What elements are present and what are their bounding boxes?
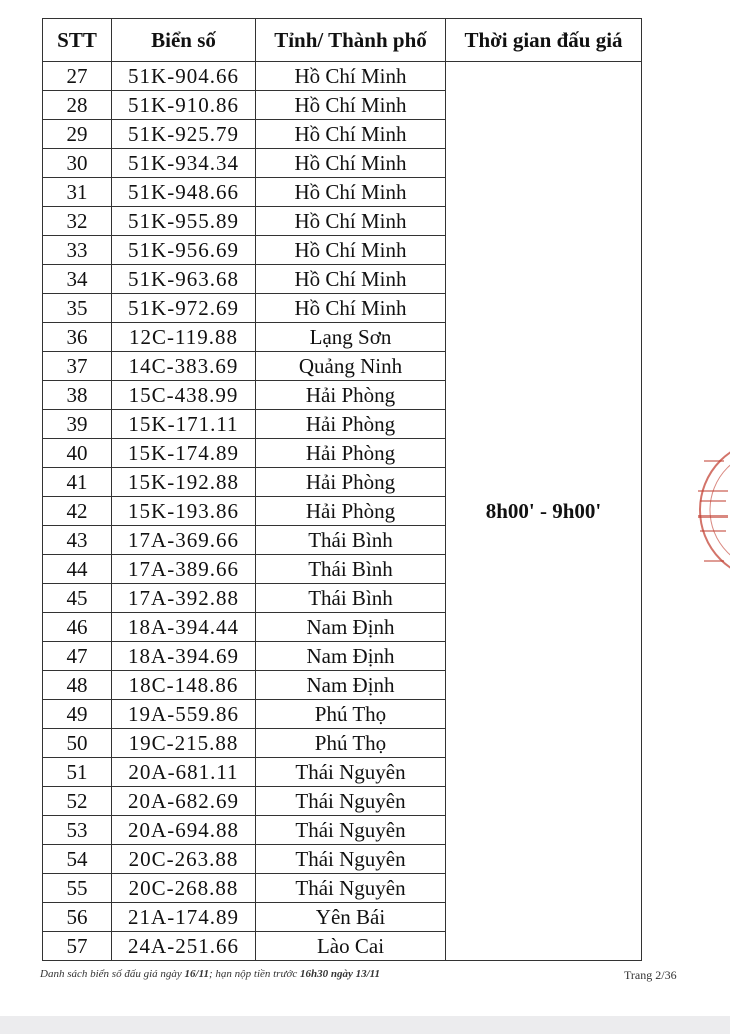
row-plate-number: 20A-682.69 — [112, 787, 256, 816]
row-stt: 43 — [43, 526, 112, 555]
row-plate-number: 20A-694.88 — [112, 816, 256, 845]
footer-middle: ; hạn nộp tiền trước — [208, 968, 298, 980]
row-stt: 39 — [43, 410, 112, 439]
row-stt: 48 — [43, 671, 112, 700]
row-plate-number: 51K-956.69 — [112, 236, 256, 265]
row-province: Lào Cai — [256, 932, 446, 961]
row-province: Nam Định — [256, 671, 446, 700]
auction-time-cell: 8h00' - 9h00' — [446, 62, 642, 961]
row-stt: 49 — [43, 700, 112, 729]
row-plate-number: 51K-904.66 — [112, 62, 256, 91]
row-plate-number: 51K-948.66 — [112, 178, 256, 207]
row-province: Hồ Chí Minh — [256, 91, 446, 120]
row-stt: 34 — [43, 265, 112, 294]
row-stt: 51 — [43, 758, 112, 787]
row-plate-number: 18A-394.69 — [112, 642, 256, 671]
row-province: Nam Định — [256, 642, 446, 671]
row-province: Hải Phòng — [256, 410, 446, 439]
row-stt: 45 — [43, 584, 112, 613]
row-plate-number: 21A-174.89 — [112, 903, 256, 932]
row-stt: 31 — [43, 178, 112, 207]
row-plate-number: 18C-148.86 — [112, 671, 256, 700]
row-province: Thái Nguyên — [256, 816, 446, 845]
header-province: Tỉnh/ Thành phố — [256, 19, 446, 62]
header-plate-number: Biển số — [112, 19, 256, 62]
row-plate-number: 20A-681.11 — [112, 758, 256, 787]
row-province: Hồ Chí Minh — [256, 62, 446, 91]
row-plate-number: 17A-392.88 — [112, 584, 256, 613]
row-province: Hải Phòng — [256, 439, 446, 468]
row-plate-number: 19C-215.88 — [112, 729, 256, 758]
row-stt: 46 — [43, 613, 112, 642]
row-province: Hải Phòng — [256, 497, 446, 526]
row-plate-number: 51K-925.79 — [112, 120, 256, 149]
row-plate-number: 15C-438.99 — [112, 381, 256, 410]
row-province: Thái Bình — [256, 555, 446, 584]
row-stt: 37 — [43, 352, 112, 381]
row-province: Thái Nguyên — [256, 787, 446, 816]
row-plate-number: 18A-394.44 — [112, 613, 256, 642]
row-plate-number: 17A-389.66 — [112, 555, 256, 584]
row-stt: 57 — [43, 932, 112, 961]
row-province: Thái Nguyên — [256, 758, 446, 787]
row-province: Hồ Chí Minh — [256, 265, 446, 294]
row-plate-number: 12C-119.88 — [112, 323, 256, 352]
row-province: Hồ Chí Minh — [256, 207, 446, 236]
row-stt: 42 — [43, 497, 112, 526]
row-stt: 32 — [43, 207, 112, 236]
row-stt: 55 — [43, 874, 112, 903]
footer-auction-date: 16/11 — [184, 968, 209, 980]
page-bottom-edge — [0, 1016, 730, 1034]
row-province: Thái Nguyên — [256, 874, 446, 903]
row-province: Hồ Chí Minh — [256, 294, 446, 323]
row-stt: 47 — [43, 642, 112, 671]
row-plate-number: 51K-934.34 — [112, 149, 256, 178]
row-province: Nam Định — [256, 613, 446, 642]
row-stt: 40 — [43, 439, 112, 468]
row-plate-number: 15K-192.88 — [112, 468, 256, 497]
row-plate-number: 15K-174.89 — [112, 439, 256, 468]
row-province: Hồ Chí Minh — [256, 120, 446, 149]
table-row — [43, 62, 642, 91]
row-province: Hồ Chí Minh — [256, 178, 446, 207]
row-stt: 53 — [43, 816, 112, 845]
row-plate-number: 17A-369.66 — [112, 526, 256, 555]
row-plate-number: 51K-955.89 — [112, 207, 256, 236]
row-stt: 52 — [43, 787, 112, 816]
row-stt: 44 — [43, 555, 112, 584]
row-stt: 56 — [43, 903, 112, 932]
row-plate-number: 20C-263.88 — [112, 845, 256, 874]
row-plate-number: 19A-559.86 — [112, 700, 256, 729]
row-province: Hồ Chí Minh — [256, 149, 446, 178]
row-plate-number: 15K-193.86 — [112, 497, 256, 526]
row-province: Phú Thọ — [256, 700, 446, 729]
row-stt: 54 — [43, 845, 112, 874]
footer-note — [40, 968, 380, 980]
row-province: Hải Phòng — [256, 468, 446, 497]
header-stt: STT — [43, 19, 112, 62]
footer-prefix: Danh sách biển số đấu giá ngày — [40, 968, 182, 980]
row-province: Yên Bái — [256, 903, 446, 932]
row-plate-number: 20C-268.88 — [112, 874, 256, 903]
row-province: Phú Thọ — [256, 729, 446, 758]
plate-auction-table — [42, 18, 642, 961]
row-stt: 30 — [43, 149, 112, 178]
row-stt: 29 — [43, 120, 112, 149]
row-stt: 41 — [43, 468, 112, 497]
header-auction-time: Thời gian đấu giá — [446, 19, 642, 62]
row-province: Quảng Ninh — [256, 352, 446, 381]
row-province: Hồ Chí Minh — [256, 236, 446, 265]
row-plate-number: 51K-972.69 — [112, 294, 256, 323]
row-province: Lạng Sơn — [256, 323, 446, 352]
row-province: Thái Nguyên — [256, 845, 446, 874]
row-stt: 28 — [43, 91, 112, 120]
row-plate-number: 51K-910.86 — [112, 91, 256, 120]
row-plate-number: 15K-171.11 — [112, 410, 256, 439]
row-plate-number: 14C-383.69 — [112, 352, 256, 381]
row-plate-number: 51K-963.68 — [112, 265, 256, 294]
table-header-row — [43, 19, 642, 62]
row-stt: 27 — [43, 62, 112, 91]
red-seal-stamp — [690, 430, 730, 590]
table-body — [43, 62, 642, 961]
row-province: Hải Phòng — [256, 381, 446, 410]
row-stt: 38 — [43, 381, 112, 410]
row-stt: 36 — [43, 323, 112, 352]
page-number: Trang 2/36 — [624, 968, 677, 982]
row-stt: 50 — [43, 729, 112, 758]
row-plate-number: 24A-251.66 — [112, 932, 256, 961]
row-stt: 35 — [43, 294, 112, 323]
row-stt: 33 — [43, 236, 112, 265]
row-province: Thái Bình — [256, 526, 446, 555]
row-province: Thái Bình — [256, 584, 446, 613]
footer-deadline: 16h30 ngày 13/11 — [299, 968, 381, 980]
